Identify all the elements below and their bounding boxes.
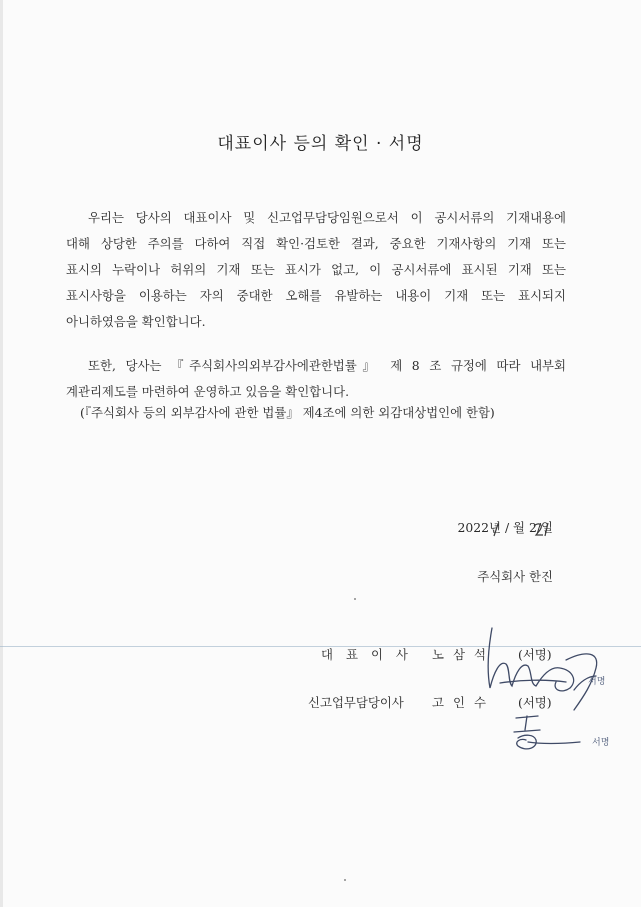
company-name: 주식회사 한진 bbox=[477, 569, 553, 584]
paragraph-line: 대해 상당한 주의를 다하여 직접 확인·검토한 결과, 중요한 기재사항의 기재 또는 bbox=[66, 236, 566, 251]
paragraph-line: 우리는 당사의 대표이사 및 신고업무담당임원으로서 이 공시서류의 기재내용에 bbox=[88, 210, 566, 225]
paragraph-line: 또한, 당사는 『주식회사의외부감사에관한법률』 제 8 조 규정에 따라 내부회 bbox=[88, 358, 566, 373]
ceo-name: 노삼석 bbox=[432, 647, 495, 662]
reporting-officer-signature bbox=[514, 716, 580, 749]
internal-control-paragraph bbox=[66, 353, 566, 405]
paragraph-line: 아니하였음을 확인합니다. bbox=[66, 314, 206, 329]
applicability-note: (『주식회사 등의 외부감사에 관한 법률』 제4조에 의한 외감대상법인에 한함) bbox=[80, 405, 495, 420]
ceo-signature-label: (서명) bbox=[518, 647, 552, 662]
document-title: 대표이사 등의 확인 · 서명 bbox=[217, 134, 424, 154]
document-date: 2022년 / 월 2/일 bbox=[457, 520, 553, 535]
confirmation-paragraph bbox=[66, 205, 566, 335]
paragraph-line: 표시사항을 이용하는 자의 중대한 오해를 유발하는 내용이 기재 또는 표시되지 bbox=[66, 288, 566, 303]
scan-speck bbox=[344, 879, 346, 881]
paragraph-line: 계관리제도를 마련하여 운영하고 있음을 확인합니다. bbox=[66, 384, 350, 399]
scan-speck bbox=[354, 598, 356, 600]
reporting-officer-name: 고인수 bbox=[432, 695, 495, 710]
reporting-officer-handwritten-mark: 서명 bbox=[592, 738, 610, 748]
reporting-officer-role-label: 신고업무담당이사 bbox=[308, 695, 404, 710]
paragraph-line: 표시의 누락이나 허위의 기재 또는 표시가 없고, 이 공시서류에 표시된 기재 또는 bbox=[66, 262, 566, 277]
ceo-handwritten-mark: 서명 bbox=[588, 677, 606, 687]
ceo-role-label: 대표이사 bbox=[321, 647, 421, 662]
reporting-officer-signature-label: (서명) bbox=[518, 695, 552, 710]
